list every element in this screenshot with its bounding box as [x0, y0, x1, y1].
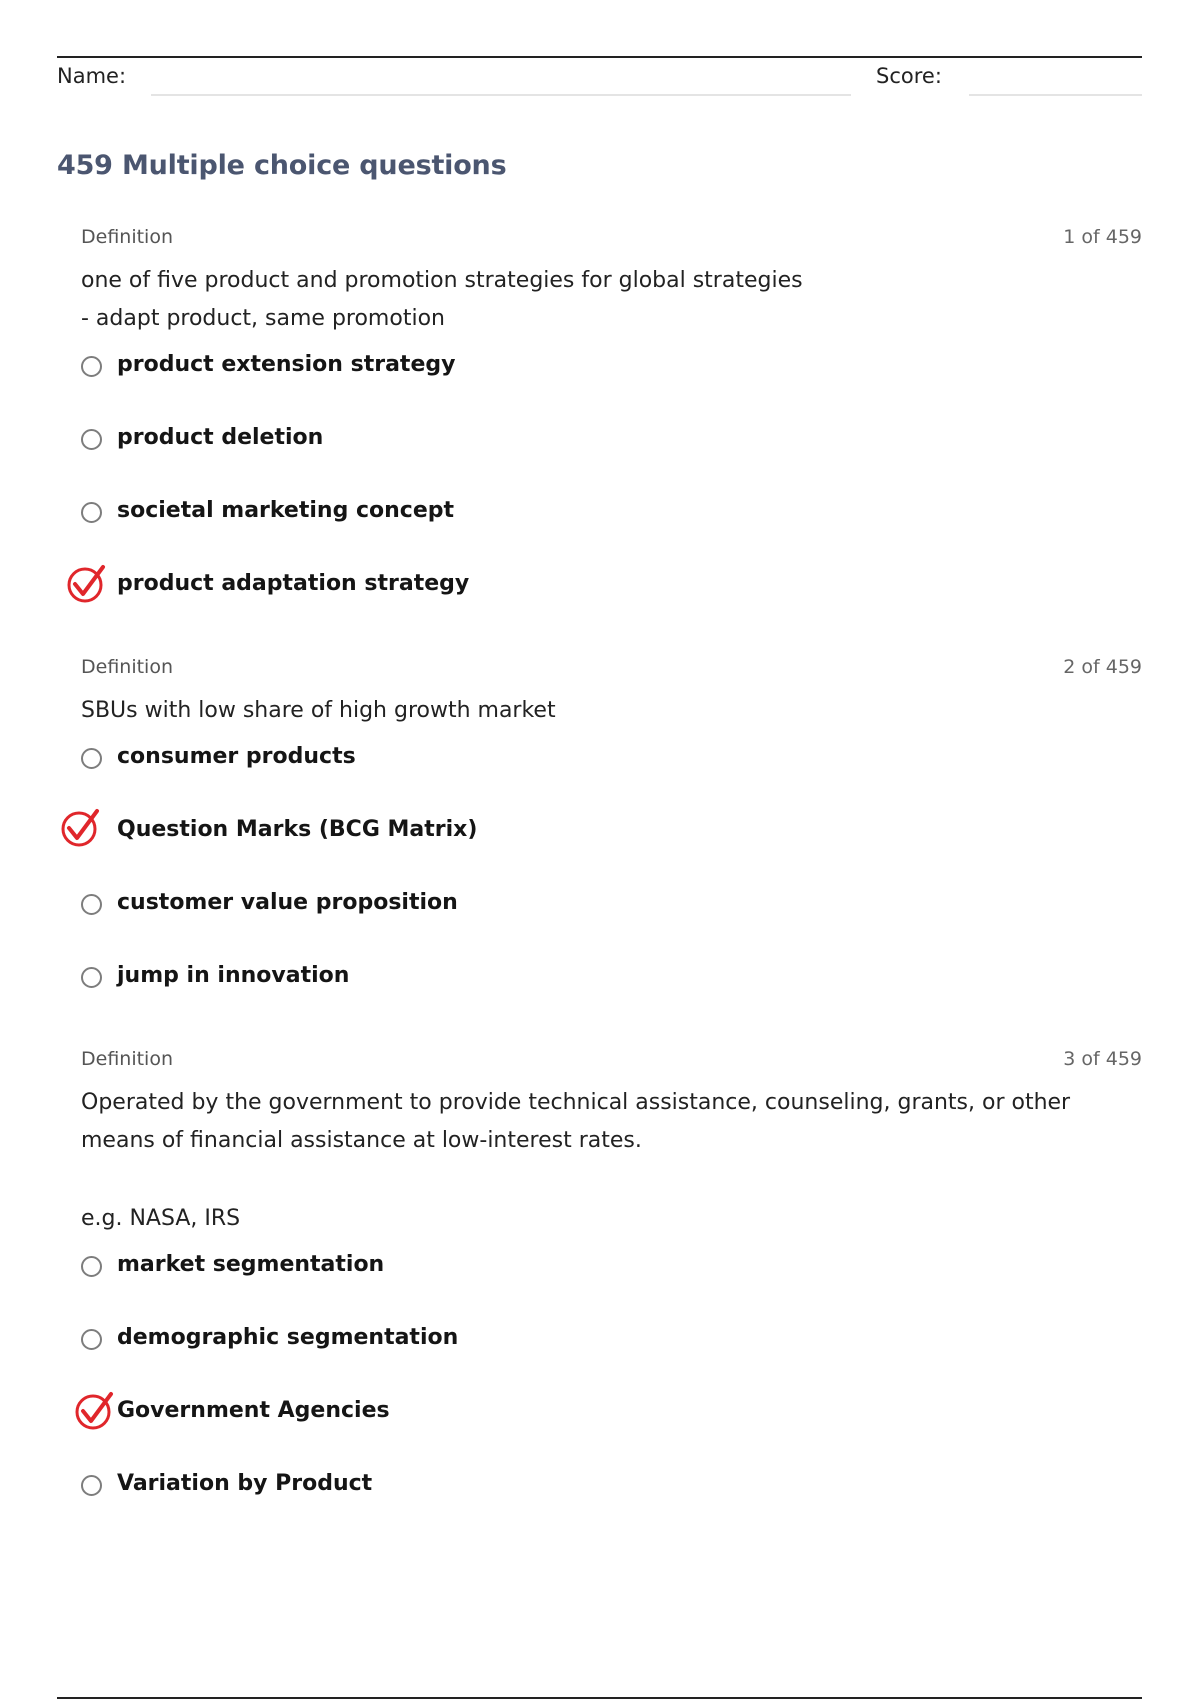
question-text-line: SBUs with low share of high growth market — [81, 698, 556, 723]
option-label: product deletion — [117, 425, 324, 450]
question-text-line — [81, 1160, 1081, 1200]
question-type: Definition — [81, 656, 174, 678]
option-label: product extension strategy — [117, 352, 456, 377]
empty-radio-circle-icon[interactable] — [81, 748, 102, 769]
answer-option-selected[interactable] — [81, 817, 1142, 890]
question-counter: 2 of 459 — [1063, 656, 1142, 678]
option-label: customer value proposition — [117, 890, 458, 915]
question-header — [81, 226, 1142, 250]
question-block — [81, 226, 1142, 644]
header-row — [57, 64, 1142, 100]
red-check-circle-icon[interactable] — [59, 805, 103, 849]
answer-option[interactable] — [81, 744, 1142, 817]
question-text-line: means of financial assistance at low-interest rates. — [81, 1128, 642, 1153]
question-text — [81, 262, 1081, 338]
question-text-line: - adapt product, same promotion — [81, 306, 445, 331]
question-block — [81, 656, 1142, 1036]
empty-radio-circle-icon[interactable] — [81, 356, 102, 377]
answer-option[interactable] — [81, 963, 1142, 1036]
question-type: Definition — [81, 1048, 174, 1070]
option-label: jump in innovation — [117, 963, 350, 988]
question-text-line: Operated by the government to provide technical assistance, counseling, grants, or other — [81, 1090, 1071, 1115]
option-label: demographic segmentation — [117, 1325, 459, 1350]
answer-options — [81, 744, 1142, 1036]
question-type: Definition — [81, 226, 174, 248]
empty-radio-circle-icon[interactable] — [81, 1256, 102, 1277]
question-counter: 3 of 459 — [1063, 1048, 1142, 1070]
answer-option[interactable] — [81, 498, 1142, 571]
option-label: Variation by Product — [117, 1471, 373, 1496]
question-text-line: one of five product and promotion strategies for global strategies — [81, 268, 803, 293]
option-label: market segmentation — [117, 1252, 385, 1277]
empty-radio-circle-icon[interactable] — [81, 967, 102, 988]
name-label: Name: — [57, 64, 127, 88]
quiz-page — [57, 0, 1142, 1700]
name-input-line[interactable] — [151, 94, 851, 96]
top-divider — [57, 56, 1142, 58]
empty-radio-circle-icon[interactable] — [81, 1475, 102, 1496]
answer-options — [81, 1252, 1142, 1544]
answer-option[interactable] — [81, 890, 1142, 963]
question-counter: 1 of 459 — [1063, 226, 1142, 248]
score-input-line[interactable] — [969, 94, 1142, 96]
answer-option[interactable] — [81, 1471, 1142, 1544]
bottom-divider — [57, 1697, 1142, 1699]
empty-radio-circle-icon[interactable] — [81, 1329, 102, 1350]
question-header — [81, 656, 1142, 680]
page-title: 459 Multiple choice questions — [57, 150, 507, 181]
empty-radio-circle-icon[interactable] — [81, 894, 102, 915]
answer-options — [81, 352, 1142, 644]
answer-option[interactable] — [81, 352, 1142, 425]
question-header — [81, 1048, 1142, 1072]
empty-radio-circle-icon[interactable] — [81, 502, 102, 523]
question-text — [81, 1084, 1081, 1238]
answer-option[interactable] — [81, 1252, 1142, 1325]
score-label: Score: — [876, 64, 942, 88]
answer-option[interactable] — [81, 425, 1142, 498]
red-check-circle-icon[interactable] — [65, 561, 109, 605]
question-text-line: e.g. NASA, IRS — [81, 1206, 241, 1231]
question-block — [81, 1048, 1142, 1544]
answer-option-selected[interactable] — [81, 1398, 1142, 1471]
option-label: Government Agencies — [117, 1398, 390, 1423]
red-check-circle-icon[interactable] — [73, 1388, 117, 1432]
answer-option[interactable] — [81, 1325, 1142, 1398]
question-text — [81, 692, 1081, 730]
empty-radio-circle-icon[interactable] — [81, 429, 102, 450]
option-label: consumer products — [117, 744, 356, 769]
answer-option-selected[interactable] — [81, 571, 1142, 644]
option-label: societal marketing concept — [117, 498, 455, 523]
option-label: product adaptation strategy — [117, 571, 470, 596]
option-label: Question Marks (BCG Matrix) — [117, 817, 478, 842]
